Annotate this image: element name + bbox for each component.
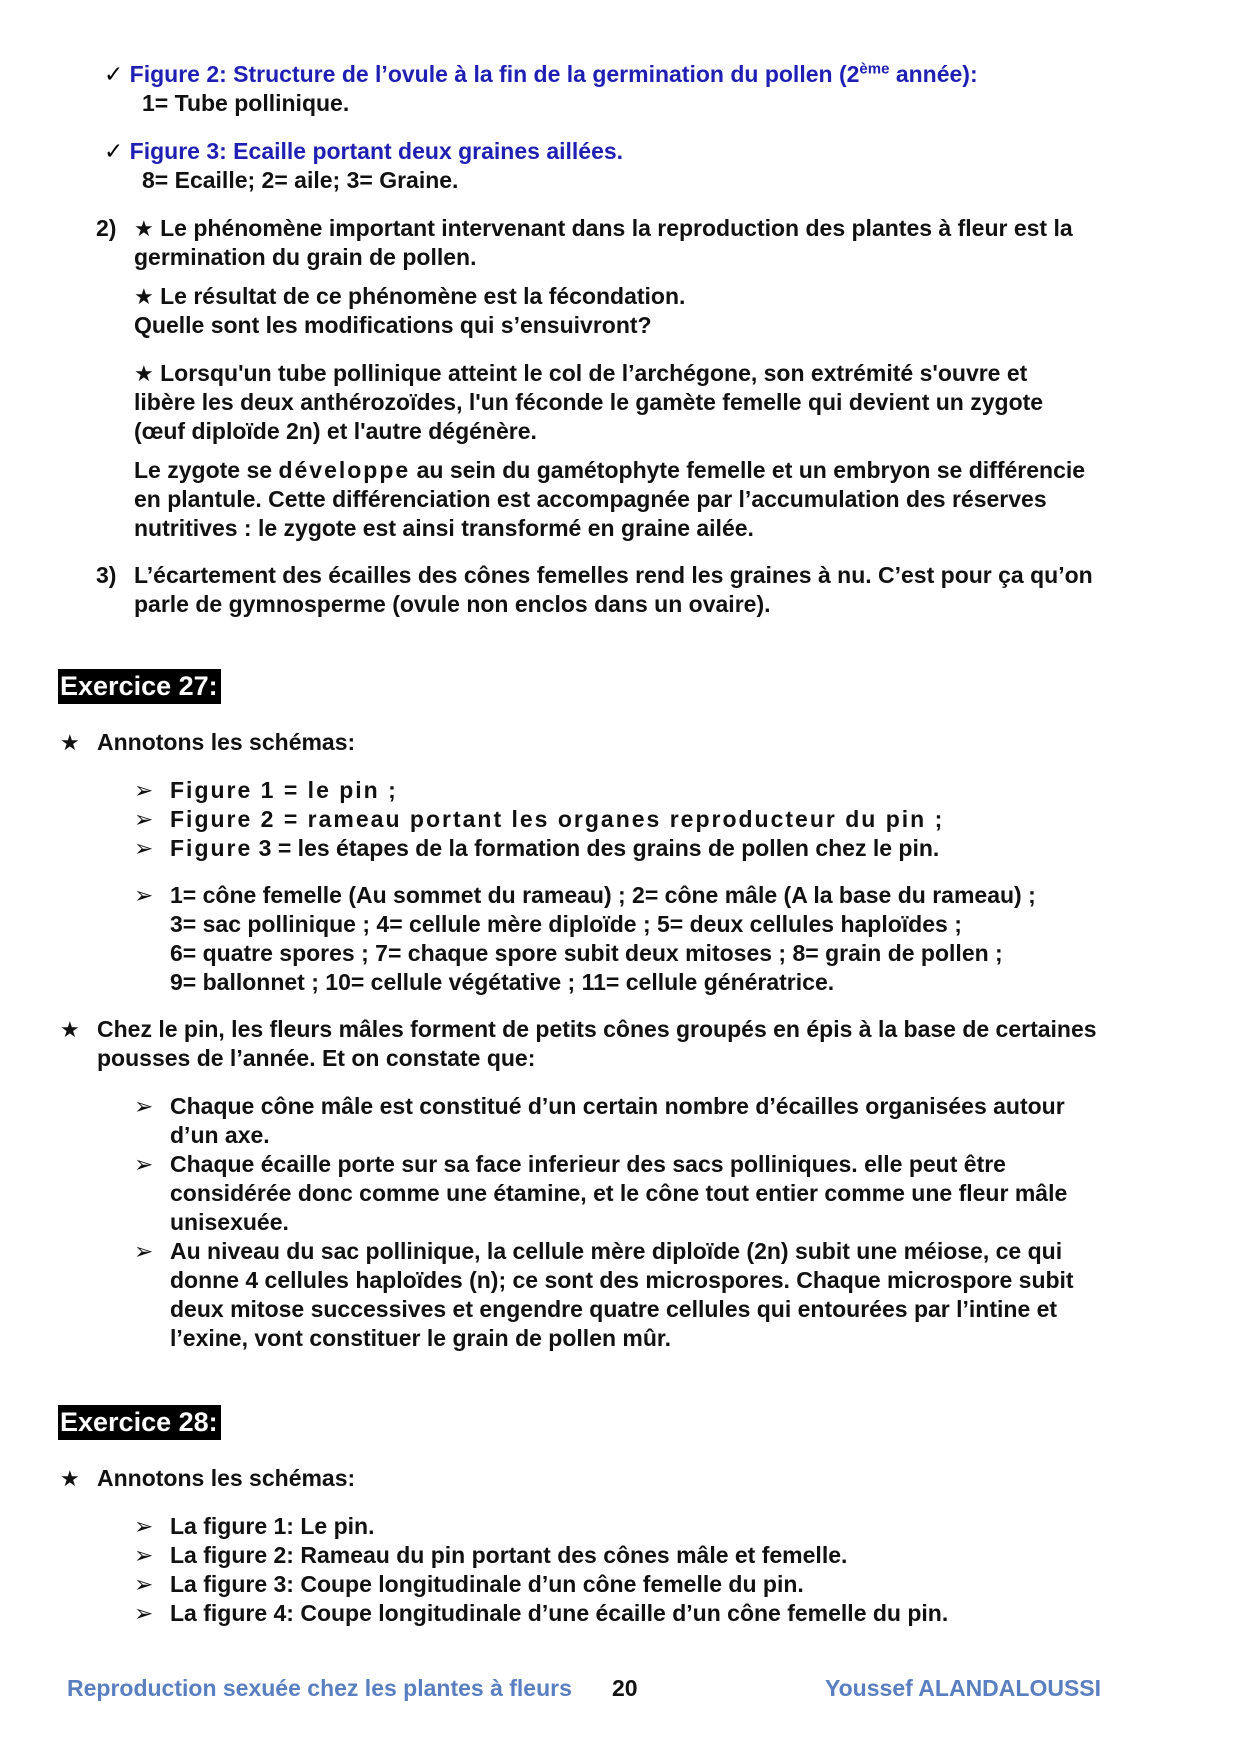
q2-para-1: ★ Le phénomène important intervenant dans la reproduction des plantes à fleur est la [134,215,1073,241]
arrow-bullet-icon: ➢ [134,882,154,908]
arrow-bullet-icon: ➢ [134,777,154,803]
arrow-bullet-icon: ➢ [134,1542,154,1568]
checkmark-icon: ✓ [104,138,124,164]
ex27-figure-3: ➢ Figure 3 = les étapes de la formation des grains de pollen chez le pin. [134,835,940,861]
q2-para-4-line-3: nutritives : le zygote est ainsi transformé en graine ailée. [134,515,754,541]
arrow-bullet-icon: ➢ [134,1571,154,1597]
ex27-bullet-1-line-2: d’un axe. [170,1122,270,1148]
ex27-intro: ★ Annotons les schémas: [60,729,356,755]
ex27-bullet-2-line-3: unisexuée. [170,1209,289,1235]
ex27-intro-2-line-2: pousses de l’année. Et on constate que: [97,1045,536,1071]
ex27-bullet-3: ➢ Au niveau du sac pollinique, la cellule mère diploïde (2n) subit une méiose, ce qui [134,1238,1063,1264]
footer-title: Reproduction sexuée chez les plantes à fleurs [67,1675,572,1701]
q2-para-2: ★ Le résultat de ce phénomène est la fécondation. [134,283,686,309]
ex27-bullet-3-line-2: donne 4 cellules haploïdes (n); ce sont des microspores. Chaque microspore subit [170,1267,1074,1293]
ex27-labels-line-3: 6= quatre spores ; 7= chaque spore subit deux mitoses ; 8= grain de pollen ; [170,940,1003,966]
figure-2-title: Figure 2: Structure de l’ovule à la fin de la germination du pollen (2ème année): [129,60,978,87]
ex27-intro-2: ★ Chez le pin, les fleurs mâles forment de petits cônes groupés en épis à la base de certaines [60,1016,1097,1042]
ex28-figure-2: ➢ La figure 2: Rameau du pin portant des cônes mâle et femelle. [134,1542,848,1568]
ex27-figure-2: ➢ Figure 2 = rameau portant les organes reproducteur du pin ; [134,806,945,832]
question-2-number: 2) [96,215,117,241]
figure-3-title: Figure 3: Ecaille portant deux graines aillées. [129,138,624,164]
q2-para-4-line-2: en plantule. Cette différenciation est accompagnée par l’accumulation des réserves [134,486,1047,512]
q2-para-3: ★ Lorsqu'un tube pollinique atteint le col de l’archégone, son extrémité s'ouvre et [134,360,1028,386]
arrow-bullet-icon: ➢ [134,835,154,861]
star-icon: ★ [134,284,154,309]
figure-3-label: 8= Ecaille; 2= aile; 3= Graine. [142,167,459,193]
arrow-bullet-icon: ➢ [134,1238,154,1264]
q2-para-2-line-2: Quelle sont les modifications qui s’ensuivront? [134,312,652,338]
ex27-bullet-1: ➢ Chaque cône mâle est constitué d’un certain nombre d’écailles organisées autour [134,1093,1065,1119]
ex27-labels-line-2: 3= sac pollinique ; 4= cellule mère diploïde ; 5= deux cellules haploïdes ; [170,911,962,937]
arrow-bullet-icon: ➢ [134,1151,154,1177]
ex27-labels-line-4: 9= ballonnet ; 10= cellule végétative ; 11= cellule génératrice. [170,969,835,995]
star-icon: ★ [134,216,154,241]
q3-line-1: L’écartement des écailles des cônes femelles rend les graines à nu. C’est pour ça qu’on [134,562,1093,588]
ex27-bullet-2: ➢ Chaque écaille porte sur sa face inferieur des sacs polliniques. elle peut être [134,1151,1006,1177]
footer-author: Youssef ALANDALOUSSI [825,1675,1102,1701]
figure-2-caption [104,60,978,89]
page-number: 20 [612,1675,638,1701]
star-icon: ★ [60,730,80,755]
arrow-bullet-icon: ➢ [134,1600,154,1626]
q3-line-2: parle de gymnosperme (ovule non enclos dans un ovaire). [134,591,771,617]
figure-3-caption [104,137,623,166]
ex28-figure-3: ➢ La figure 3: Coupe longitudinale d’un cône femelle du pin. [134,1571,804,1597]
checkmark-icon: ✓ [104,61,124,87]
question-3-number: 3) [96,562,117,588]
arrow-bullet-icon: ➢ [134,1093,154,1119]
ex28-intro: ★ Annotons les schémas: [60,1465,356,1491]
ex27-figure-1: ➢ Figure 1 = le pin ; [134,777,398,803]
ex27-labels-line-1: ➢ 1= cône femelle (Au sommet du rameau) ; 2= cône mâle (A la base du rameau) ; [134,882,1036,908]
ex27-bullet-3-line-3: deux mitose successives et engendre quatre cellules qui entourées par l’intine et [170,1296,1058,1322]
q2-para-3-line-3: (œuf diploïde 2n) et l'autre dégénère. [134,418,537,444]
arrow-bullet-icon: ➢ [134,806,154,832]
star-icon: ★ [134,361,154,386]
ex28-figure-1: ➢ La figure 1: Le pin. [134,1513,375,1539]
figure-2-label: 1= Tube pollinique. [142,90,350,116]
q2-para-3-line-2: libère les deux anthérozoïdes, l'un féconde le gamète femelle qui devient un zygote [134,389,1044,415]
star-icon: ★ [60,1466,80,1491]
ex27-bullet-3-line-4: l’exine, vont constituer le grain de pollen mûr. [170,1325,671,1351]
ex28-figure-4: ➢ La figure 4: Coupe longitudinale d’une écaille d’un cône femelle du pin. [134,1600,949,1626]
exercise-28-heading: Exercice 28: [58,1405,221,1440]
q2-para-1-line-2: germination du grain de pollen. [134,244,477,270]
exercise-27-heading: Exercice 27: [58,669,221,704]
ex27-bullet-2-line-2: considérée donc comme une étamine, et le cône tout entier comme une fleur mâle [170,1180,1068,1206]
q2-para-4: Le zygote se développe au sein du gamétophyte femelle et un embryon se différencie [134,457,1086,483]
arrow-bullet-icon: ➢ [134,1513,154,1539]
star-icon: ★ [60,1017,80,1042]
